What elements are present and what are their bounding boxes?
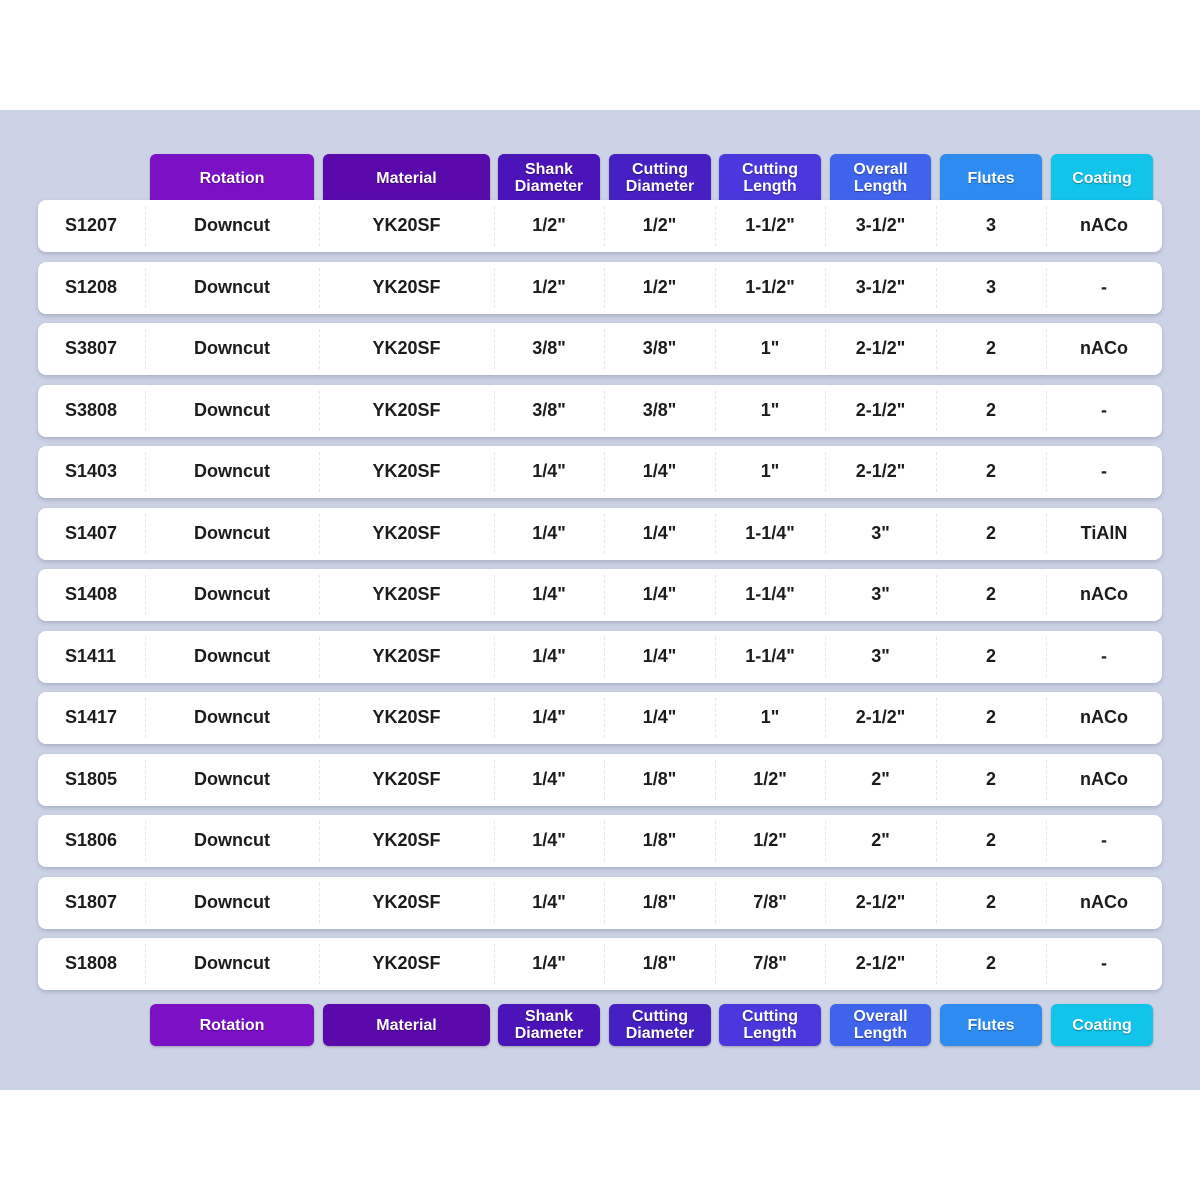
column-header-cutting-length xyxy=(719,154,821,202)
column-header-label: Shank Diameter xyxy=(514,161,584,195)
cell-flutes: 2 xyxy=(936,815,1046,867)
cell-flutes: 2 xyxy=(936,569,1046,621)
cell-material: YK20SF xyxy=(319,877,494,929)
cell-cut-len: 1-1/4" xyxy=(715,631,825,683)
column-header-label: Coating xyxy=(1072,169,1132,187)
table-row xyxy=(38,877,1162,929)
cell-cut-len: 1" xyxy=(715,446,825,498)
cell-material: YK20SF xyxy=(319,200,494,252)
cell-code: S1807 xyxy=(65,891,118,912)
cell-material: YK20SF xyxy=(319,938,494,990)
cell-coating: nACo xyxy=(1046,200,1162,252)
table-row xyxy=(38,385,1162,437)
cell-flutes: 3 xyxy=(936,200,1046,252)
cell-rotation: Downcut xyxy=(145,569,319,621)
cell-cut-len: 1-1/4" xyxy=(715,508,825,560)
cell-overall: 2" xyxy=(825,815,936,867)
cell-flutes: 2 xyxy=(936,754,1046,806)
cell-shank: 1/4" xyxy=(494,508,604,560)
cell-material: YK20SF xyxy=(319,323,494,375)
column-header-label: Cutting Diameter xyxy=(625,161,695,195)
table-row xyxy=(38,200,1162,252)
footer-column-header-flutes xyxy=(940,1004,1042,1046)
cell-material: YK20SF xyxy=(319,815,494,867)
header-row-top xyxy=(0,154,1200,202)
cell-cut-dia: 1/2" xyxy=(604,262,715,314)
cell-rotation: Downcut xyxy=(145,815,319,867)
cell-cut-len: 7/8" xyxy=(715,938,825,990)
header-row-bottom xyxy=(0,1004,1200,1046)
column-header-label: Rotation xyxy=(199,169,265,187)
cell-cut-len: 1-1/4" xyxy=(715,569,825,621)
cell-cut-dia: 1/8" xyxy=(604,877,715,929)
cell-shank: 1/4" xyxy=(494,631,604,683)
cell-material: YK20SF xyxy=(319,754,494,806)
cell-code: S1207 xyxy=(65,215,118,235)
cell-rotation: Downcut xyxy=(145,200,319,252)
cell-code: S1805 xyxy=(65,768,118,789)
cell-material: YK20SF xyxy=(319,446,494,498)
cell-flutes: 2 xyxy=(936,323,1046,375)
cell-cut-dia: 1/2" xyxy=(604,200,715,252)
cell-cut-dia: 1/4" xyxy=(604,692,715,744)
cell-flutes: 2 xyxy=(936,631,1046,683)
cell-material: YK20SF xyxy=(319,631,494,683)
cell-cut-dia: 1/8" xyxy=(604,938,715,990)
cell-shank: 1/4" xyxy=(494,754,604,806)
cell-flutes: 2 xyxy=(936,446,1046,498)
cell-flutes: 2 xyxy=(936,692,1046,744)
cell-overall: 3" xyxy=(825,631,936,683)
cell-coating: nACo xyxy=(1046,877,1162,929)
cell-rotation: Downcut xyxy=(145,631,319,683)
footer-column-header-shank-diameter xyxy=(498,1004,600,1046)
table-row xyxy=(38,692,1162,744)
table-row xyxy=(38,446,1162,498)
cell-rotation: Downcut xyxy=(145,508,319,560)
cell-overall: 2-1/2" xyxy=(825,877,936,929)
cell-cut-dia: 1/8" xyxy=(604,754,715,806)
cell-code: S1208 xyxy=(65,276,118,297)
cell-overall: 2-1/2" xyxy=(825,323,936,375)
cell-material: YK20SF xyxy=(319,569,494,621)
spec-table-panel xyxy=(0,110,1200,1090)
cell-shank: 3/8" xyxy=(494,385,604,437)
cell-material: YK20SF xyxy=(319,508,494,560)
cell-cut-dia: 1/4" xyxy=(604,631,715,683)
table-row xyxy=(38,569,1162,621)
column-header-label: Cutting Diameter xyxy=(625,1008,695,1042)
column-header-shank-diameter xyxy=(498,154,600,202)
table-row xyxy=(38,938,1162,990)
cell-cut-dia: 1/4" xyxy=(604,569,715,621)
table-row xyxy=(38,754,1162,806)
cell-shank: 1/4" xyxy=(494,877,604,929)
column-header-coating xyxy=(1051,154,1153,202)
column-header-material xyxy=(323,154,490,202)
cell-overall: 3-1/2" xyxy=(825,200,936,252)
cell-overall: 3-1/2" xyxy=(825,262,936,314)
cell-overall: 2-1/2" xyxy=(825,385,936,437)
cell-flutes: 2 xyxy=(936,508,1046,560)
cell-shank: 1/4" xyxy=(494,692,604,744)
cell-coating: - xyxy=(1046,631,1162,683)
footer-column-header-material xyxy=(323,1004,490,1046)
cell-coating: nACo xyxy=(1046,754,1162,806)
cell-cut-dia: 3/8" xyxy=(604,323,715,375)
cell-cut-len: 1/2" xyxy=(715,754,825,806)
cell-cut-len: 1-1/2" xyxy=(715,262,825,314)
table-row xyxy=(38,508,1162,560)
column-header-label: Rotation xyxy=(199,1016,265,1034)
table-row xyxy=(38,631,1162,683)
cell-overall: 3" xyxy=(825,569,936,621)
footer-column-header-rotation xyxy=(150,1004,314,1046)
cell-code: S1408 xyxy=(65,584,118,604)
cell-cut-len: 1-1/2" xyxy=(715,200,825,252)
column-header-rotation xyxy=(150,154,314,202)
footer-column-header-cutting-diameter xyxy=(609,1004,711,1046)
column-header-flutes xyxy=(940,154,1042,202)
column-header-label: Flutes xyxy=(967,1016,1015,1034)
cell-rotation: Downcut xyxy=(145,385,319,437)
column-header-label: Cutting Length xyxy=(742,161,798,195)
cell-rotation: Downcut xyxy=(145,938,319,990)
footer-column-header-overall-length xyxy=(830,1004,931,1046)
cell-overall: 2-1/2" xyxy=(825,938,936,990)
cell-coating: - xyxy=(1046,385,1162,437)
cell-coating: - xyxy=(1046,446,1162,498)
cell-coating: nACo xyxy=(1046,569,1162,621)
cell-shank: 1/4" xyxy=(494,938,604,990)
cell-rotation: Downcut xyxy=(145,754,319,806)
cell-code: S1411 xyxy=(65,645,117,666)
cell-code: S1808 xyxy=(65,953,118,973)
cell-rotation: Downcut xyxy=(145,692,319,744)
cell-material: YK20SF xyxy=(319,262,494,314)
cell-rotation: Downcut xyxy=(145,262,319,314)
cell-cut-dia: 1/8" xyxy=(604,815,715,867)
cell-coating: TiAlN xyxy=(1046,508,1162,560)
cell-cut-dia: 1/4" xyxy=(604,508,715,560)
cell-code: S1403 xyxy=(65,461,118,481)
table-row xyxy=(38,815,1162,867)
cell-coating: - xyxy=(1046,938,1162,990)
cell-cut-len: 1" xyxy=(715,323,825,375)
cell-flutes: 2 xyxy=(936,938,1046,990)
table-row xyxy=(38,262,1162,314)
cell-coating: - xyxy=(1046,815,1162,867)
cell-cut-dia: 3/8" xyxy=(604,385,715,437)
cell-shank: 1/4" xyxy=(494,446,604,498)
column-header-label: Material xyxy=(376,169,437,187)
cell-overall: 3" xyxy=(825,508,936,560)
column-header-label: Cutting Length xyxy=(742,1008,798,1042)
column-header-label: Flutes xyxy=(967,169,1015,187)
column-header-label: Overall Length xyxy=(853,1008,908,1042)
cell-flutes: 2 xyxy=(936,877,1046,929)
cell-flutes: 2 xyxy=(936,385,1046,437)
cell-code: S3808 xyxy=(65,399,118,420)
column-header-cutting-diameter xyxy=(609,154,711,202)
cell-overall: 2-1/2" xyxy=(825,692,936,744)
footer-column-header-cutting-length xyxy=(719,1004,821,1046)
cell-cut-len: 1" xyxy=(715,385,825,437)
cell-coating: nACo xyxy=(1046,692,1162,744)
cell-code: S1407 xyxy=(65,522,118,543)
column-header-label: Coating xyxy=(1072,1016,1132,1034)
cell-material: YK20SF xyxy=(319,692,494,744)
column-header-label: Overall Length xyxy=(853,161,908,195)
cell-cut-dia: 1/4" xyxy=(604,446,715,498)
column-header-label: Material xyxy=(376,1016,437,1034)
cell-rotation: Downcut xyxy=(145,323,319,375)
cell-flutes: 3 xyxy=(936,262,1046,314)
cell-coating: nACo xyxy=(1046,323,1162,375)
cell-cut-len: 1/2" xyxy=(715,815,825,867)
cell-rotation: Downcut xyxy=(145,877,319,929)
cell-shank: 1/4" xyxy=(494,815,604,867)
cell-material: YK20SF xyxy=(319,385,494,437)
cell-overall: 2" xyxy=(825,754,936,806)
cell-coating: - xyxy=(1046,262,1162,314)
cell-code: S1417 xyxy=(65,707,118,727)
cell-overall: 2-1/2" xyxy=(825,446,936,498)
table-row xyxy=(38,323,1162,375)
cell-shank: 1/2" xyxy=(494,262,604,314)
column-header-label: Shank Diameter xyxy=(514,1008,584,1042)
cell-cut-len: 7/8" xyxy=(715,877,825,929)
cell-rotation: Downcut xyxy=(145,446,319,498)
cell-shank: 3/8" xyxy=(494,323,604,375)
cell-cut-len: 1" xyxy=(715,692,825,744)
cell-shank: 1/4" xyxy=(494,569,604,621)
cell-shank: 1/2" xyxy=(494,200,604,252)
cell-code: S3807 xyxy=(65,338,118,358)
footer-column-header-coating xyxy=(1051,1004,1153,1046)
column-header-overall-length xyxy=(830,154,931,202)
cell-code: S1806 xyxy=(65,830,118,850)
